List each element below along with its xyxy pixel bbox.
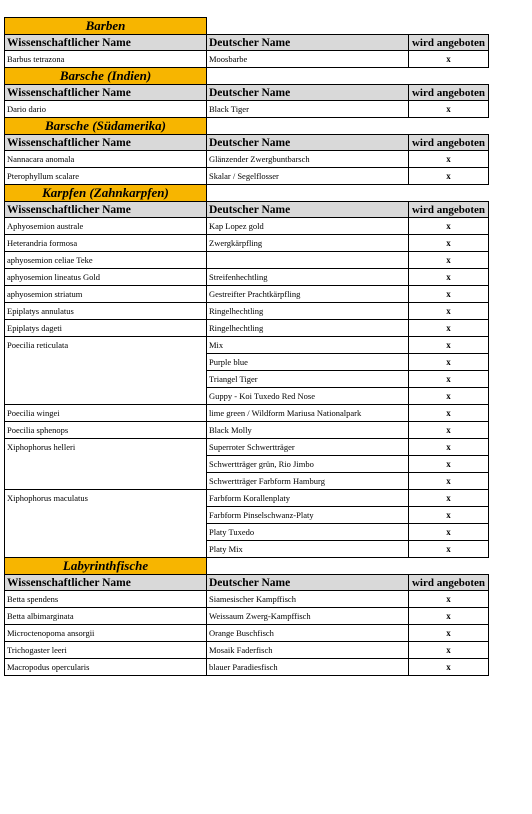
table-row <box>5 591 489 608</box>
section-title: Barsche (Indien) <box>5 68 207 85</box>
scientific-name-cell: Epiplatys annulatus <box>5 303 207 320</box>
scientific-name-cell <box>5 456 207 473</box>
offered-mark: x <box>409 269 489 286</box>
scientific-name-cell: Betta albimarginata <box>5 608 207 625</box>
offered-mark: x <box>409 320 489 337</box>
german-name-cell: Weissaum Zwerg-Kampffisch <box>207 608 409 625</box>
section-title-row <box>5 18 489 35</box>
table-row <box>5 507 489 524</box>
fish-table-body <box>5 18 489 676</box>
offered-mark: x <box>409 473 489 490</box>
offered-mark: x <box>409 490 489 507</box>
column-header-row <box>5 35 489 51</box>
german-name-cell: Platy Mix <box>207 541 409 558</box>
scientific-name-cell: Xiphophorus helleri <box>5 439 207 456</box>
german-name-cell: Ringelhechtling <box>207 320 409 337</box>
scientific-name-cell <box>5 541 207 558</box>
scientific-name-cell: Poecilia reticulata <box>5 337 207 354</box>
scientific-name-cell: Microctenopoma ansorgii <box>5 625 207 642</box>
scientific-name-cell <box>5 473 207 490</box>
scientific-name-cell: Trichogaster leeri <box>5 642 207 659</box>
scientific-name-cell: Macropodus opercularis <box>5 659 207 676</box>
german-name-cell: Zwergkärpfling <box>207 235 409 252</box>
german-name-cell: Black Tiger <box>207 101 409 118</box>
table-row <box>5 439 489 456</box>
offered-mark: x <box>409 625 489 642</box>
table-row <box>5 269 489 286</box>
table-row <box>5 608 489 625</box>
table-row <box>5 473 489 490</box>
table-row <box>5 101 489 118</box>
offered-mark: x <box>409 218 489 235</box>
german-name-cell: Mosaik Faderfisch <box>207 642 409 659</box>
scientific-name-cell: aphyosemion celiae Teke <box>5 252 207 269</box>
scientific-name-cell: Xiphophorus maculatus <box>5 490 207 507</box>
german-name-cell: Triangel Tiger <box>207 371 409 388</box>
german-name-cell: Ringelhechtling <box>207 303 409 320</box>
german-name-cell: Siamesischer Kampffisch <box>207 591 409 608</box>
offered-mark: x <box>409 405 489 422</box>
offered-mark: x <box>409 151 489 168</box>
section-title: Barben <box>5 18 207 35</box>
section-title-spacer <box>207 68 489 85</box>
offered-mark: x <box>409 541 489 558</box>
german-name-cell: Glänzender Zwergbuntbarsch <box>207 151 409 168</box>
table-row <box>5 218 489 235</box>
table-row <box>5 51 489 68</box>
offered-mark: x <box>409 422 489 439</box>
section-title-row <box>5 558 489 575</box>
german-name-cell: Farbform Pinselschwanz-Platy <box>207 507 409 524</box>
german-name-cell: Farbform Korallenplaty <box>207 490 409 507</box>
german-name-cell: blauer Paradiesfisch <box>207 659 409 676</box>
header-german-name: Deutscher Name <box>207 202 409 218</box>
header-scientific-name: Wissenschaftlicher Name <box>5 85 207 101</box>
offered-mark: x <box>409 101 489 118</box>
table-row <box>5 168 489 185</box>
german-name-cell: Superroter Schwertträger <box>207 439 409 456</box>
scientific-name-cell: Pterophyllum scalare <box>5 168 207 185</box>
table-row <box>5 303 489 320</box>
fish-table <box>4 17 489 676</box>
table-row <box>5 456 489 473</box>
column-header-row <box>5 575 489 591</box>
header-offered: wird angeboten <box>409 135 489 151</box>
table-row <box>5 286 489 303</box>
table-row <box>5 388 489 405</box>
table-row <box>5 320 489 337</box>
table-row <box>5 490 489 507</box>
german-name-cell: Streifenhechtling <box>207 269 409 286</box>
column-header-row <box>5 85 489 101</box>
fish-list-sheet <box>4 17 488 676</box>
german-name-cell: Purple blue <box>207 354 409 371</box>
offered-mark: x <box>409 456 489 473</box>
header-scientific-name: Wissenschaftlicher Name <box>5 135 207 151</box>
table-row <box>5 524 489 541</box>
header-german-name: Deutscher Name <box>207 85 409 101</box>
header-german-name: Deutscher Name <box>207 135 409 151</box>
scientific-name-cell <box>5 507 207 524</box>
german-name-cell: Mix <box>207 337 409 354</box>
header-offered: wird angeboten <box>409 85 489 101</box>
section-title-spacer <box>207 118 489 135</box>
german-name-cell: Guppy - Koi Tuxedo Red Nose <box>207 388 409 405</box>
table-row <box>5 405 489 422</box>
german-name-cell: Orange Buschfisch <box>207 625 409 642</box>
table-row <box>5 422 489 439</box>
german-name-cell: Black Molly <box>207 422 409 439</box>
table-row <box>5 642 489 659</box>
german-name-cell: lime green / Wildform Mariusa Nationalpark <box>207 405 409 422</box>
section-title-row <box>5 185 489 202</box>
scientific-name-cell: aphyosemion lineatus Gold <box>5 269 207 286</box>
scientific-name-cell <box>5 371 207 388</box>
offered-mark: x <box>409 659 489 676</box>
header-german-name: Deutscher Name <box>207 575 409 591</box>
table-row <box>5 625 489 642</box>
header-offered: wird angeboten <box>409 575 489 591</box>
scientific-name-cell <box>5 524 207 541</box>
scientific-name-cell <box>5 388 207 405</box>
column-header-row <box>5 202 489 218</box>
offered-mark: x <box>409 303 489 320</box>
german-name-cell: Skalar / Segelflosser <box>207 168 409 185</box>
offered-mark: x <box>409 591 489 608</box>
table-row <box>5 151 489 168</box>
german-name-cell: Gestreifter Prachtkärpfling <box>207 286 409 303</box>
offered-mark: x <box>409 168 489 185</box>
header-offered: wird angeboten <box>409 35 489 51</box>
offered-mark: x <box>409 524 489 541</box>
section-title-row <box>5 118 489 135</box>
header-scientific-name: Wissenschaftlicher Name <box>5 575 207 591</box>
section-title: Barsche (Südamerika) <box>5 118 207 135</box>
scientific-name-cell: Poecilia sphenops <box>5 422 207 439</box>
table-row <box>5 371 489 388</box>
header-german-name: Deutscher Name <box>207 35 409 51</box>
scientific-name-cell: Barbus tetrazona <box>5 51 207 68</box>
offered-mark: x <box>409 439 489 456</box>
german-name-cell: Platy Tuxedo <box>207 524 409 541</box>
offered-mark: x <box>409 252 489 269</box>
scientific-name-cell: Betta spendens <box>5 591 207 608</box>
section-title-spacer <box>207 18 489 35</box>
table-row <box>5 252 489 269</box>
column-header-row <box>5 135 489 151</box>
table-row <box>5 337 489 354</box>
section-title-row <box>5 68 489 85</box>
scientific-name-cell: Aphyosemion australe <box>5 218 207 235</box>
table-row <box>5 541 489 558</box>
section-title-spacer <box>207 558 489 575</box>
table-row <box>5 235 489 252</box>
scientific-name-cell: Dario dario <box>5 101 207 118</box>
header-offered: wird angeboten <box>409 202 489 218</box>
offered-mark: x <box>409 608 489 625</box>
offered-mark: x <box>409 354 489 371</box>
section-title-spacer <box>207 185 489 202</box>
offered-mark: x <box>409 51 489 68</box>
table-row <box>5 659 489 676</box>
offered-mark: x <box>409 286 489 303</box>
section-title: Labyrinthfische <box>5 558 207 575</box>
scientific-name-cell: Heterandria formosa <box>5 235 207 252</box>
offered-mark: x <box>409 337 489 354</box>
scientific-name-cell: Epiplatys dageti <box>5 320 207 337</box>
offered-mark: x <box>409 507 489 524</box>
header-scientific-name: Wissenschaftlicher Name <box>5 35 207 51</box>
german-name-cell <box>207 252 409 269</box>
scientific-name-cell <box>5 354 207 371</box>
offered-mark: x <box>409 388 489 405</box>
scientific-name-cell: Nannacara anomala <box>5 151 207 168</box>
offered-mark: x <box>409 235 489 252</box>
header-scientific-name: Wissenschaftlicher Name <box>5 202 207 218</box>
german-name-cell: Kap Lopez gold <box>207 218 409 235</box>
scientific-name-cell: Poecilia wingei <box>5 405 207 422</box>
german-name-cell: Moosbarbe <box>207 51 409 68</box>
section-title: Karpfen (Zahnkarpfen) <box>5 185 207 202</box>
offered-mark: x <box>409 371 489 388</box>
offered-mark: x <box>409 642 489 659</box>
scientific-name-cell: aphyosemion striatum <box>5 286 207 303</box>
table-row <box>5 354 489 371</box>
german-name-cell: Schwertträger Farbform Hamburg <box>207 473 409 490</box>
german-name-cell: Schwertträger grün, Rio Jimbo <box>207 456 409 473</box>
